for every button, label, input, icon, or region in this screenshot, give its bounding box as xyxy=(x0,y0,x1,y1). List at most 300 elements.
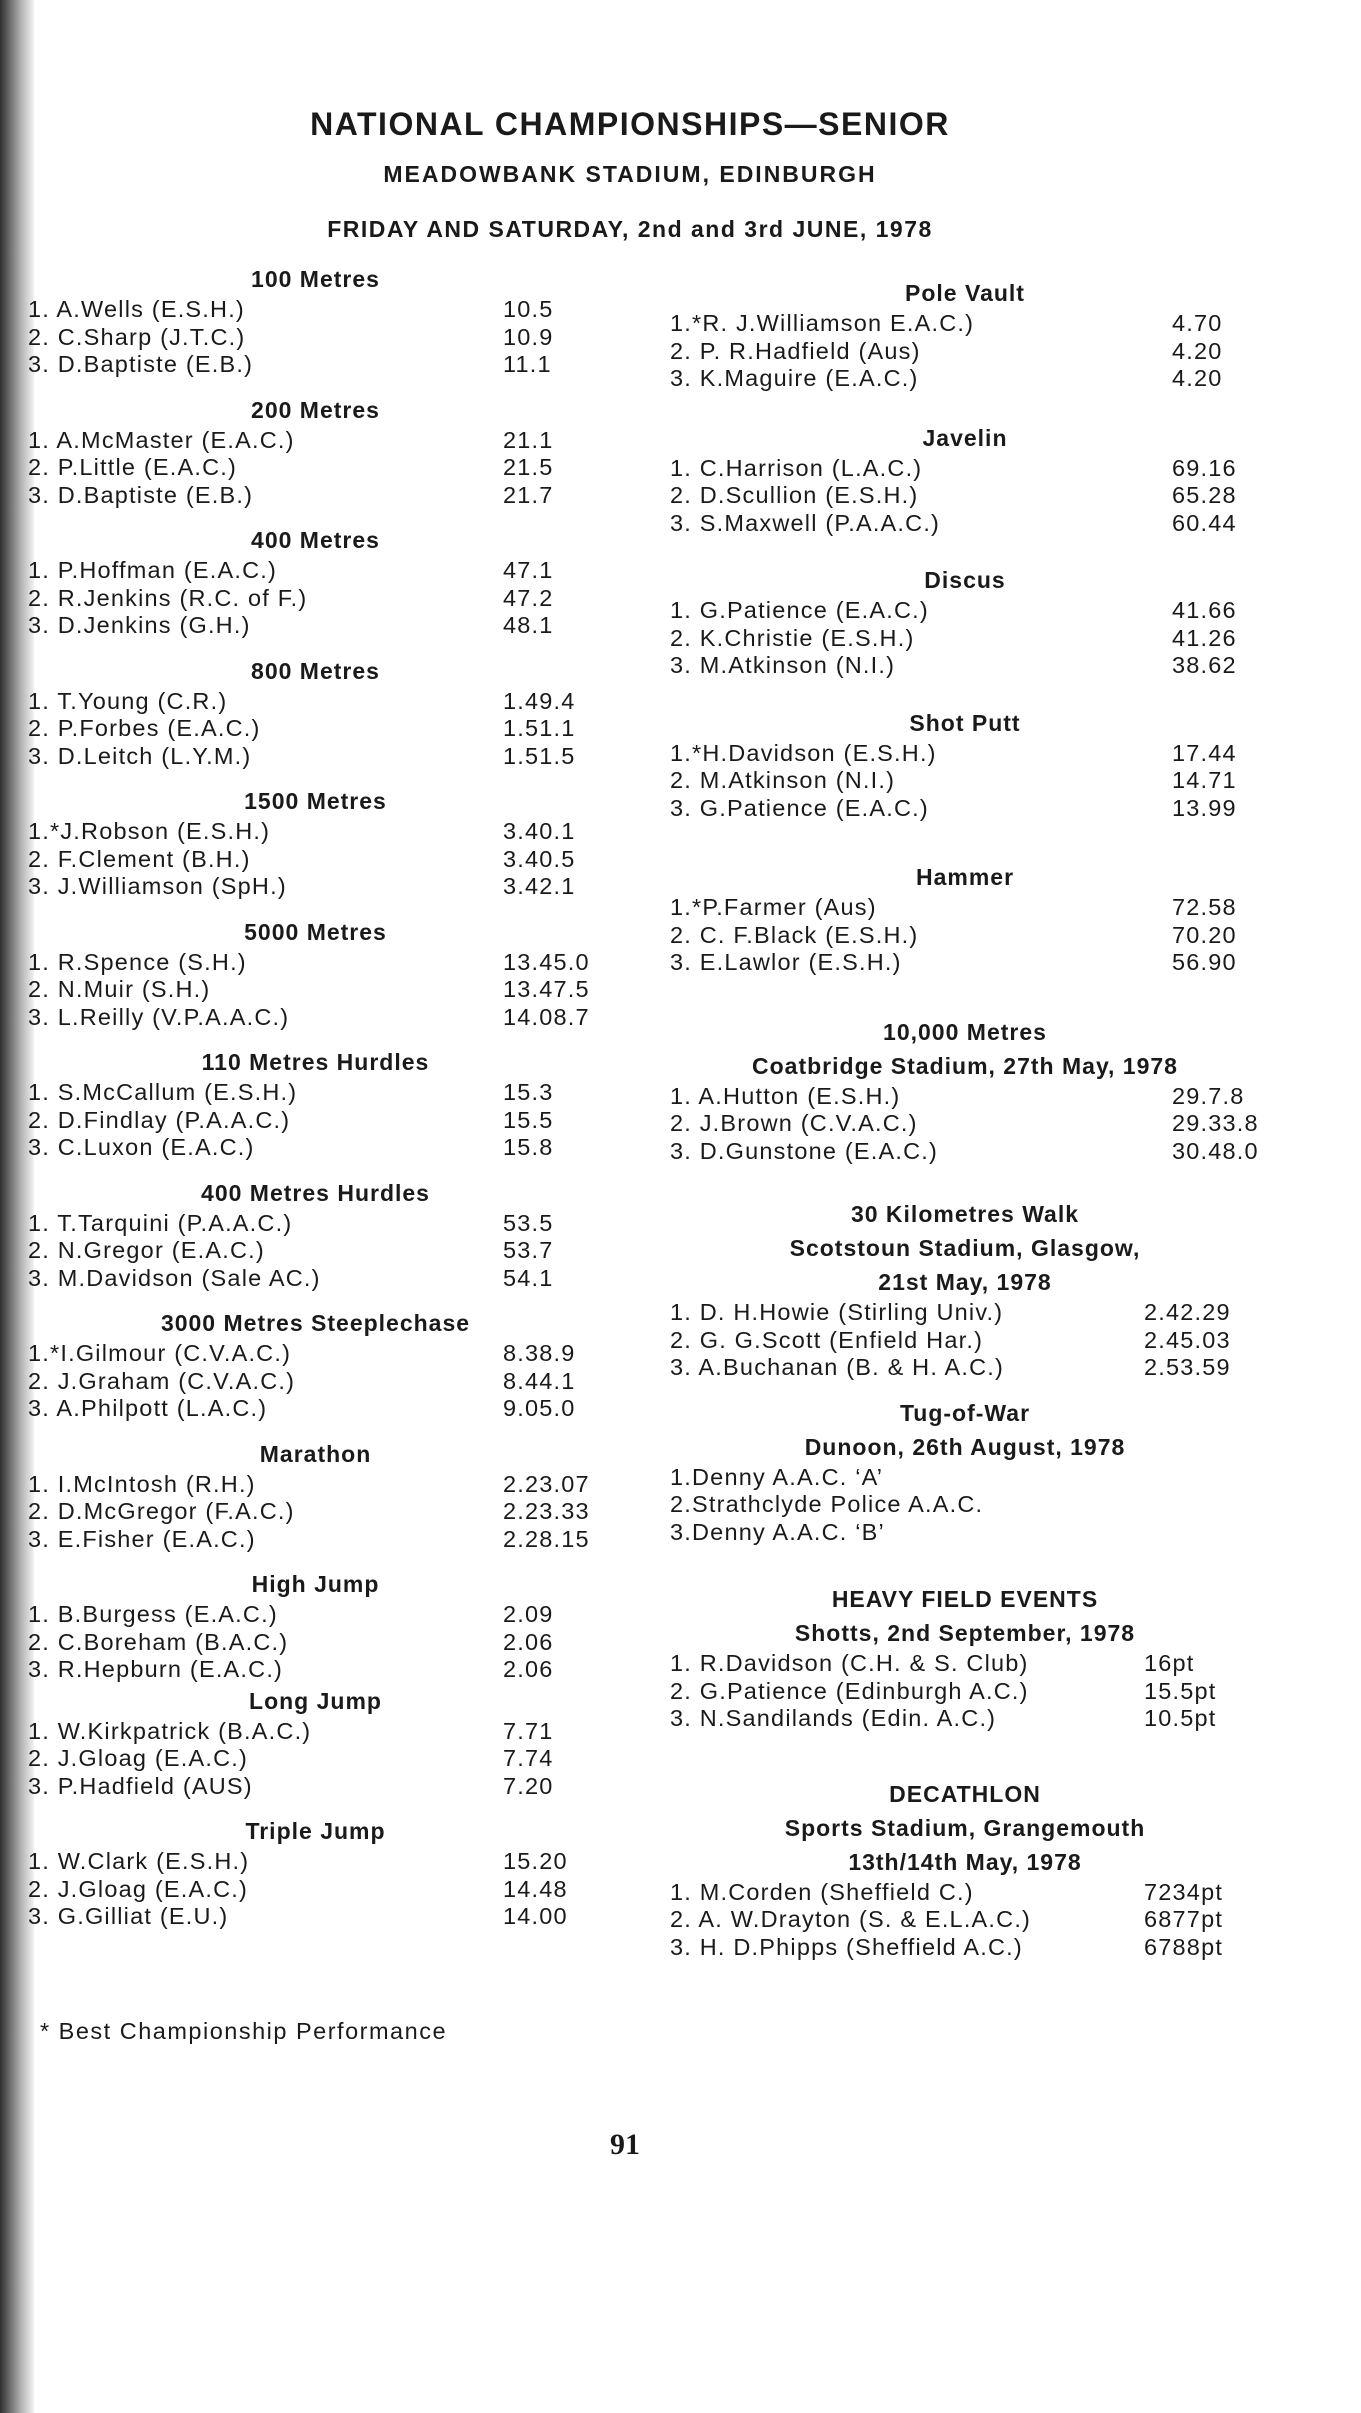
place-label: 1.*R. J. xyxy=(670,310,757,336)
place-label: 3. J. xyxy=(28,873,79,899)
result-value: 14.08.7 xyxy=(503,1003,590,1030)
result-value: 2.09 xyxy=(503,1601,554,1627)
result-row xyxy=(28,1745,603,1773)
result-value: 29.7.8 xyxy=(1172,1082,1245,1109)
place-label: 3. M. xyxy=(670,652,729,678)
result-value: 4.20 xyxy=(1172,365,1223,391)
result-row xyxy=(28,612,603,640)
result-row xyxy=(28,454,603,482)
athlete-name: Davidson (C.H. & S. Club) xyxy=(725,1650,1029,1676)
result-row xyxy=(28,715,603,743)
event-block xyxy=(670,860,1260,977)
place-label: 3. D. xyxy=(28,351,84,377)
result-row xyxy=(28,482,603,510)
place-label: 1. G. xyxy=(670,597,727,623)
athlete-name: Hoffman (E.A.C.) xyxy=(79,557,277,583)
athlete-name: Lawlor (E.S.H.) xyxy=(724,949,902,975)
result-value: 4.70 xyxy=(1172,310,1223,336)
athlete-name: Maguire (E.A.C.) xyxy=(724,365,919,391)
result-row xyxy=(670,310,1260,338)
result-row xyxy=(28,846,603,874)
athlete-name: Reilly (V.P.A.A.C.) xyxy=(79,1003,290,1030)
athlete-name: Gunstone (E.A.C.) xyxy=(725,1137,939,1164)
result-value: 7234pt xyxy=(1144,1878,1224,1905)
result-value: 7.74 xyxy=(503,1745,554,1771)
athlete-name: Gilmour (C.V.A.C.) xyxy=(75,1340,292,1366)
result-row xyxy=(28,585,603,613)
place-label: 3. D. xyxy=(28,481,84,508)
place-label: 2. N. xyxy=(28,976,84,1002)
place-label: 2. D. xyxy=(28,1106,84,1133)
result-value: 15.3 xyxy=(503,1079,554,1105)
result-value: 8.44.1 xyxy=(503,1367,576,1394)
left-results-column xyxy=(28,262,603,1945)
athlete-name: Harrison (L.A.C.) xyxy=(725,454,923,481)
event-block xyxy=(28,1567,603,1684)
result-row xyxy=(28,557,603,585)
athlete-name: Baptiste (E.B.) xyxy=(83,351,254,377)
place-label: 2. G. G. xyxy=(670,1326,762,1353)
athlete-name: Drayton (S. & E.L.A.C.) xyxy=(760,1906,1032,1932)
event-title: Long Jump xyxy=(249,1687,382,1714)
place-label: 2. M. xyxy=(670,767,729,793)
event-block xyxy=(670,1582,1260,1733)
event-venue: Coatbridge Stadium, 27th May, 1978 xyxy=(752,1052,1178,1079)
result-row xyxy=(28,427,603,455)
place-label: 3. N. xyxy=(670,1705,726,1731)
athlete-name: Clement (B.H.) xyxy=(78,845,251,872)
result-value: 15.5 xyxy=(503,1106,554,1133)
athlete-name: Strathclyde Police A.A.C. xyxy=(692,1491,984,1517)
athlete-name: Wells (E.S.H.) xyxy=(81,296,245,322)
result-row xyxy=(28,1107,603,1135)
result-value: 3.40.5 xyxy=(503,845,576,872)
place-label: 3. P. xyxy=(28,1772,80,1799)
result-value: 30.48.0 xyxy=(1172,1137,1259,1164)
result-value: 13.99 xyxy=(1172,794,1237,821)
result-value: 15.5pt xyxy=(1144,1677,1217,1704)
place-label: 2. P. R. xyxy=(670,337,755,364)
place-label: 1. W. xyxy=(28,1848,88,1874)
event-title: 110 Metres Hurdles xyxy=(201,1049,430,1075)
venue-subtitle: MEADOWBANK STADIUM, EDINBURGH xyxy=(383,161,877,187)
athlete-name: Scott (Enfield Har.) xyxy=(761,1326,984,1353)
result-value: 21.5 xyxy=(503,454,554,480)
result-row xyxy=(670,652,1260,680)
athlete-name: Findlay (P.A.A.C.) xyxy=(83,1106,291,1133)
place-label: 3. R. xyxy=(28,1656,84,1682)
athlete-name: Patience (Edinburgh A.C.) xyxy=(726,1677,1029,1704)
place-label: 2. N. xyxy=(28,1237,84,1263)
athlete-name: Christie (E.S.H.) xyxy=(724,624,915,651)
result-row xyxy=(28,351,603,379)
athlete-name: Patience (E.A.C.) xyxy=(726,794,929,821)
place-label: 3. K. xyxy=(670,365,725,391)
result-value: 1.51.5 xyxy=(503,742,576,769)
result-row xyxy=(28,1498,603,1526)
result-value: 6788pt xyxy=(1144,1933,1224,1960)
place-label: 1.*H. xyxy=(670,739,729,766)
athlete-name: Fisher (E.A.C.) xyxy=(82,1525,256,1552)
event-block xyxy=(670,1197,1260,1382)
event-title: HEAVY FIELD EVENTS xyxy=(831,1586,1099,1612)
right-results-column xyxy=(670,262,1260,1975)
result-value: 72.58 xyxy=(1172,894,1237,920)
place-label: 1. C. xyxy=(670,454,726,481)
result-row xyxy=(670,455,1260,483)
result-row xyxy=(28,873,603,901)
event-title: 400 Metres xyxy=(251,527,380,553)
result-row xyxy=(28,1210,603,1238)
place-label: 2. C. xyxy=(28,1628,84,1655)
event-title: High Jump xyxy=(251,1571,380,1597)
result-value: 2.28.15 xyxy=(503,1525,590,1552)
place-label: 2. P. xyxy=(28,454,80,480)
event-title: 1500 Metres xyxy=(244,788,387,814)
place-label: 3. E. xyxy=(670,949,725,975)
place-label: 2. D. xyxy=(28,1498,84,1524)
event-block xyxy=(28,1306,603,1423)
result-row xyxy=(28,324,603,352)
result-row xyxy=(28,1237,603,1265)
result-row xyxy=(670,767,1260,795)
athlete-name: Davidson (Sale AC.) xyxy=(86,1264,321,1291)
event-block xyxy=(28,1814,603,1931)
athlete-name: Clark (E.S.H.) xyxy=(87,1848,250,1874)
result-row xyxy=(670,1299,1260,1327)
athlete-name: Spence (S.H.) xyxy=(83,948,247,975)
athlete-name: Leitch (L.Y.M.) xyxy=(83,742,252,769)
event-block xyxy=(28,915,603,1032)
athlete-name: Kirkpatrick (B.A.C.) xyxy=(87,1717,312,1744)
result-value: 9.05.0 xyxy=(503,1395,576,1421)
event-block xyxy=(670,421,1260,538)
place-label: 1. xyxy=(670,1463,692,1490)
place-label: 3. A. xyxy=(670,1354,724,1380)
athlete-name: Gregor (E.A.C.) xyxy=(83,1237,265,1263)
event-title: Pole Vault xyxy=(905,280,1025,306)
result-row xyxy=(28,688,603,716)
place-label: 2. R. xyxy=(28,584,84,611)
place-label: 1. W. xyxy=(28,1717,88,1744)
place-label: 2. C. F. xyxy=(670,921,755,948)
athlete-name: Baptiste (E.B.) xyxy=(83,481,254,508)
result-value: 11.1 xyxy=(503,351,552,377)
result-row xyxy=(670,1906,1260,1934)
event-title: 10,000 Metres xyxy=(883,1018,1047,1045)
event-block xyxy=(670,1396,1260,1547)
event-title: 200 Metres xyxy=(251,396,380,423)
event-title: Triple Jump xyxy=(245,1818,386,1844)
result-value: 2.23.33 xyxy=(503,1498,590,1524)
event-title: Marathon xyxy=(259,1440,372,1467)
athlete-name: Brown (C.V.A.C.) xyxy=(720,1110,918,1136)
result-value: 2.06 xyxy=(503,1628,554,1655)
event-venue: Scotstoun Stadium, Glasgow, xyxy=(789,1235,1141,1261)
result-value: 53.7 xyxy=(503,1237,554,1263)
result-row xyxy=(28,1471,603,1499)
place-label: 1. S. xyxy=(28,1079,83,1105)
result-value: 29.33.8 xyxy=(1172,1110,1259,1136)
place-label: 2. D. xyxy=(670,482,726,508)
result-row xyxy=(28,1848,603,1876)
place-label: 1. R. xyxy=(670,1650,726,1676)
athlete-name: Corden (Sheffield C.) xyxy=(728,1878,974,1905)
athlete-name: McCallum (E.S.H.) xyxy=(82,1079,298,1105)
result-row xyxy=(28,1526,603,1554)
result-value: 21.7 xyxy=(503,481,554,508)
event-title: 800 Metres xyxy=(251,657,380,684)
result-value: 54.1 xyxy=(503,1264,554,1291)
result-row xyxy=(28,1004,603,1032)
result-value: 10.9 xyxy=(503,323,554,350)
event-block xyxy=(28,1045,603,1162)
result-value: 3.40.1 xyxy=(503,818,576,844)
result-row xyxy=(670,1083,1260,1111)
athlete-name: Williamson (SpH.) xyxy=(78,873,287,899)
place-label: 2. P. xyxy=(28,715,80,741)
athlete-name: Sharp (J.T.C.) xyxy=(83,323,246,350)
event-date: 13th/14th May, 1978 xyxy=(848,1848,1082,1875)
place-label: 3. H. D. xyxy=(670,1933,760,1960)
place-label: 3. G. xyxy=(670,794,727,821)
athlete-name: Robson (E.S.H.) xyxy=(81,818,271,844)
result-value: 3.42.1 xyxy=(503,873,576,899)
athlete-name: Graham (C.V.A.C.) xyxy=(78,1367,296,1394)
event-block xyxy=(28,523,603,640)
result-row xyxy=(670,1354,1260,1382)
event-title: DECATHLON xyxy=(889,1780,1041,1807)
place-label: 2. A. W. xyxy=(670,1906,761,1932)
athlete-name: Tarquini (P.A.A.C.) xyxy=(77,1209,293,1236)
event-block xyxy=(670,276,1260,393)
place-label: 2. J. xyxy=(28,1745,79,1771)
footnote: * Best Championship Performance xyxy=(40,2018,448,2044)
athlete-name: Forbes (E.A.C.) xyxy=(79,715,261,741)
result-row xyxy=(28,1265,603,1293)
event-block xyxy=(670,1015,1260,1166)
event-title: Shot Putt xyxy=(909,709,1021,736)
result-row xyxy=(28,976,603,1004)
result-row xyxy=(28,1134,603,1162)
athlete-name: Atkinson (N.I.) xyxy=(728,652,896,678)
place-label: 3. D. xyxy=(28,742,84,769)
event-block xyxy=(28,1176,603,1293)
event-title: Discus xyxy=(924,567,1006,593)
result-value: 2.42.29 xyxy=(1144,1299,1231,1325)
result-value: 17.44 xyxy=(1172,739,1237,766)
athlete-name: Boreham (B.A.C.) xyxy=(83,1628,289,1655)
athlete-name: Jenkins (G.H.) xyxy=(83,612,251,638)
result-value: 13.45.0 xyxy=(503,948,590,975)
result-row xyxy=(28,1395,603,1423)
place-label: 1. T. xyxy=(28,687,78,714)
event-block xyxy=(670,563,1260,680)
result-value: 7.20 xyxy=(503,1772,554,1799)
event-block xyxy=(28,393,603,510)
result-value: 15.20 xyxy=(503,1848,568,1874)
place-label: 1. D. H. xyxy=(670,1299,760,1325)
result-row xyxy=(670,795,1260,823)
place-label: 3. C. xyxy=(28,1134,84,1160)
place-label: 3. G. xyxy=(28,1903,85,1929)
result-value: 1.51.1 xyxy=(503,715,576,741)
place-label: 1.*J. xyxy=(28,818,82,844)
result-row xyxy=(670,1519,1260,1547)
athlete-name: McMaster (E.A.C.) xyxy=(81,426,295,453)
place-label: 3. L. xyxy=(28,1003,80,1030)
result-value: 10.5pt xyxy=(1144,1705,1217,1731)
place-label: 2. J. xyxy=(670,1110,721,1136)
result-row xyxy=(28,296,603,324)
athlete-name: Gilliat (E.U.) xyxy=(84,1903,229,1929)
athlete-name: Phipps (Sheffield A.C.) xyxy=(759,1933,1023,1960)
result-value: 2.23.07 xyxy=(503,1470,590,1497)
result-row xyxy=(670,1327,1260,1355)
athlete-name: Maxwell (P.A.A.C.) xyxy=(724,509,941,536)
page-number: 91 xyxy=(610,2128,640,2161)
event-title: 5000 Metres xyxy=(244,918,387,945)
result-value: 70.20 xyxy=(1172,921,1237,948)
place-label: 1. B. xyxy=(28,1601,83,1627)
place-label: 3. M. xyxy=(28,1264,87,1291)
result-row xyxy=(670,1650,1260,1678)
athlete-name: Sandilands (Edin. A.C.) xyxy=(725,1705,997,1731)
athlete-name: McIntosh (R.H.) xyxy=(73,1470,256,1497)
place-label: 2. J. xyxy=(28,1367,79,1394)
athlete-name: Luxon (E.A.C.) xyxy=(83,1134,255,1160)
event-block xyxy=(670,1777,1260,1962)
result-value: 2.06 xyxy=(503,1656,554,1682)
result-value: 16pt xyxy=(1144,1650,1195,1676)
place-label: 2. xyxy=(670,1491,692,1517)
event-venue: Shotts, 2nd September, 1978 xyxy=(794,1620,1136,1646)
result-row xyxy=(670,482,1260,510)
place-label: 3. A. xyxy=(28,1395,82,1421)
result-value: 2.45.03 xyxy=(1144,1326,1231,1353)
result-value: 8.38.9 xyxy=(503,1340,576,1366)
result-value: 4.20 xyxy=(1172,337,1223,364)
event-title: Tug-of-War xyxy=(899,1399,1031,1426)
result-value: 21.1 xyxy=(503,426,554,453)
result-row xyxy=(670,1705,1260,1733)
result-value: 14.48 xyxy=(503,1875,568,1902)
athlete-name: Burgess (E.A.C.) xyxy=(82,1601,278,1627)
athlete-name: Gloag (E.A.C.) xyxy=(78,1745,249,1771)
result-row xyxy=(670,1138,1260,1166)
result-row xyxy=(28,1079,603,1107)
result-row xyxy=(28,1876,603,1904)
event-block xyxy=(670,706,1260,823)
dates-line: FRIDAY AND SATURDAY, 2nd and 3rd JUNE, 1978 xyxy=(327,216,933,242)
place-label: 3. xyxy=(670,1518,692,1545)
result-row xyxy=(670,365,1260,393)
place-label: 1. M. xyxy=(670,1878,729,1905)
result-value: 48.1 xyxy=(503,612,554,638)
athlete-name: Hadfield (Aus) xyxy=(754,337,921,364)
place-label: 1. I. xyxy=(28,1470,74,1497)
result-value: 6877pt xyxy=(1144,1906,1224,1932)
event-title: 100 Metres xyxy=(251,266,380,292)
result-value: 38.62 xyxy=(1172,652,1237,678)
place-label: 2. G. xyxy=(670,1677,727,1704)
athlete-name: Denny A.A.C. ‘A’ xyxy=(692,1463,884,1490)
result-value: 56.90 xyxy=(1172,949,1237,975)
place-label: 1. A. xyxy=(28,426,82,453)
place-label: 1.*I. xyxy=(28,1340,76,1366)
place-label: 1. R. xyxy=(28,948,84,975)
event-block xyxy=(28,1437,603,1554)
result-row xyxy=(28,1656,603,1684)
place-label: 3. E. xyxy=(28,1525,83,1552)
place-label: 2. K. xyxy=(670,624,725,651)
result-row xyxy=(28,1773,603,1801)
place-label: 3. D. xyxy=(28,612,84,638)
result-row xyxy=(28,1340,603,1368)
result-value: 69.16 xyxy=(1172,454,1237,481)
athlete-name: Denny A.A.C. ‘B’ xyxy=(692,1518,885,1545)
athlete-name: Young (C.R.) xyxy=(77,687,228,714)
result-row xyxy=(670,1879,1260,1907)
event-date: 21st May, 1978 xyxy=(878,1269,1052,1295)
result-value: 53.5 xyxy=(503,1209,554,1236)
result-row xyxy=(28,1718,603,1746)
athlete-name: Scullion (E.S.H.) xyxy=(725,482,919,508)
result-row xyxy=(28,743,603,771)
place-label: 1. A. xyxy=(28,296,82,322)
result-row xyxy=(670,510,1260,538)
event-venue: Sports Stadium, Grangemouth xyxy=(784,1814,1146,1841)
result-row xyxy=(670,894,1260,922)
result-row xyxy=(670,1934,1260,1962)
event-block xyxy=(28,784,603,901)
place-label: 3. S. xyxy=(670,509,725,536)
result-value: 41.26 xyxy=(1172,624,1237,651)
result-value: 41.66 xyxy=(1172,597,1237,623)
athlete-name: Farmer (Aus) xyxy=(723,894,877,920)
result-value: 47.2 xyxy=(503,584,554,611)
page-title: NATIONAL CHAMPIONSHIPS—SENIOR xyxy=(310,106,950,142)
result-row xyxy=(28,949,603,977)
event-venue: Dunoon, 26th August, 1978 xyxy=(804,1433,1126,1460)
page-header xyxy=(0,106,1260,243)
athlete-name: Buchanan (B. & H. A.C.) xyxy=(723,1354,1005,1380)
athlete-name: Gloag (E.A.C.) xyxy=(78,1875,249,1902)
athlete-name: McGregor (F.A.C.) xyxy=(83,1498,295,1524)
result-row xyxy=(670,1491,1260,1519)
event-block xyxy=(28,262,603,379)
athlete-name: Black (E.S.H.) xyxy=(754,921,919,948)
athlete-name: Hadfield (AUS) xyxy=(79,1772,253,1799)
athlete-name: Patience (E.A.C.) xyxy=(726,597,929,623)
athlete-name: Muir (S.H.) xyxy=(83,976,211,1002)
result-value: 15.8 xyxy=(503,1134,554,1160)
result-row xyxy=(670,338,1260,366)
event-block xyxy=(28,1684,603,1801)
result-row xyxy=(28,818,603,846)
athlete-name: Hutton (E.S.H.) xyxy=(723,1082,901,1109)
result-row xyxy=(670,922,1260,950)
place-label: 1. P. xyxy=(28,557,80,583)
result-row xyxy=(670,1464,1260,1492)
result-row xyxy=(28,1601,603,1629)
result-value: 13.47.5 xyxy=(503,976,590,1002)
result-value: 14.71 xyxy=(1172,767,1237,793)
result-value: 10.5 xyxy=(503,296,554,322)
result-row xyxy=(670,740,1260,768)
result-row xyxy=(670,1678,1260,1706)
result-value: 14.00 xyxy=(503,1903,568,1929)
